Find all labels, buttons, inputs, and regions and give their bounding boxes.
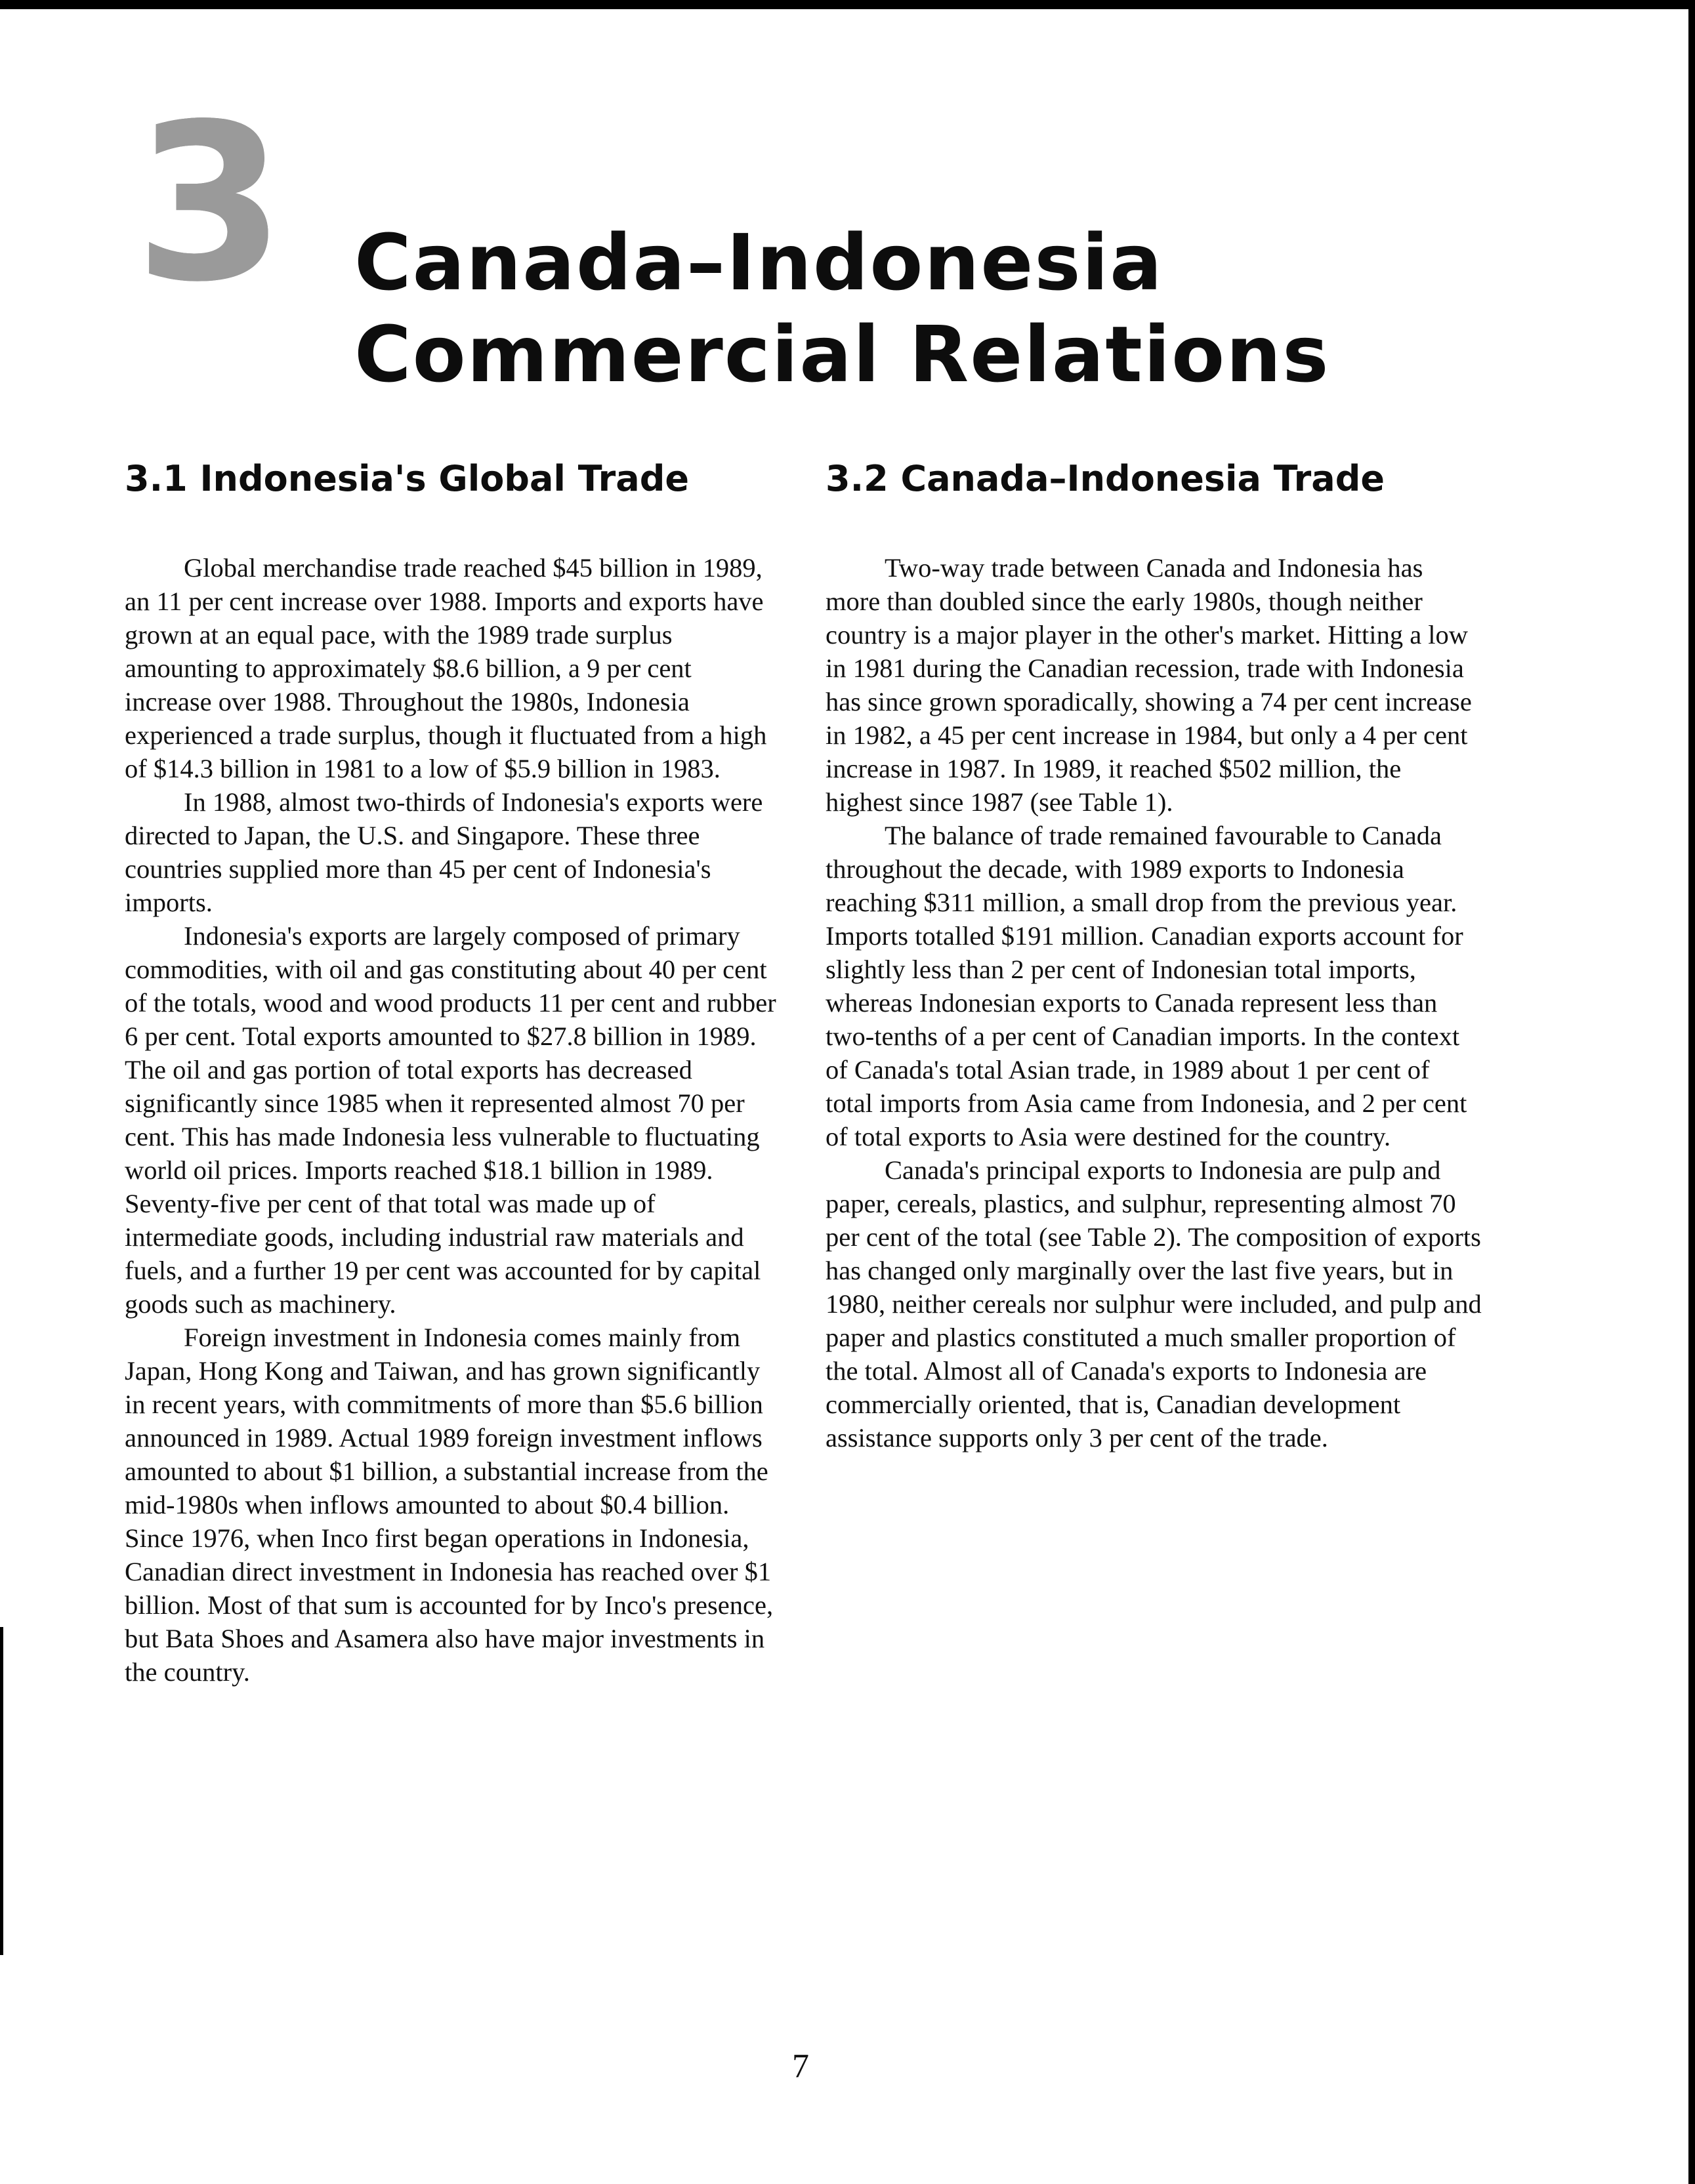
paragraph: Indonesia's exports are largely composed of primary commodities, with oil and gas constituting about 40 per cent of the totals, wood and wood products 11 per cent and rubber 6 per cent. Total exports amounted to $27.8 billion in 1989. The oil and gas portion of total exports has decreased significantly since 1985 when it represented almost 70 per cent. This has made Indonesia less vulnerable to fluctuating world oil prices. Imports reached $18.1 billion in 1989. Seventy-five per cent of that total was made up of intermediate goods, including industrial raw materials and fuels, and a further 19 per cent was accounted for by capital goods such as machinery.	[125, 921, 776, 1319]
chapter-title	[354, 216, 1601, 400]
scan-top-edge	[0, 0, 1695, 9]
section-heading: 3.1 Indonesia's Global Trade	[125, 458, 689, 499]
paragraph: Global merchandise trade reached $45 billion in 1989, an 11 per cent increase over 1988. Imports and exports have grown at an equal pace, with the 1989 trade surplus amounting to approximately $8.6 billion, a 9 per cent increase over 1988. Throughout the 1980s, Indonesia experienced a trade surplus, though it fluctuated from a high of $14.3 billion in 1981 to a low of $5.9 billion in 1983.	[125, 553, 767, 783]
section-global-trade	[125, 453, 781, 1689]
paragraph: Two-way trade between Canada and Indonesia has more than doubled since the early 1980s, though neither country is a major player in the other's market. Hitting a low in 1981 during the Canadian recession, trade with Indonesia has since grown sporadically, showing a 74 per cent increase in 1982, a 45 per cent increase in 1984, but only a 4 per cent increase in 1987. In 1989, it reached $502 million, the highest since 1987 (see Table 1).	[826, 553, 1472, 817]
paragraph: The balance of trade remained favourable to Canada throughout the decade, with 1989 exports to Indonesia reaching $311 million, a small drop from the previous year. Imports totalled $191 million. Canadian exports account for slightly less than 2 per cent of Indonesian total imports, whereas Indonesian exports to Canada represent less than two-tenths of a per cent of Canadian imports. In the context of Canada's total Asian trade, in 1989 about 1 per cent of total imports from Asia came from Indonesia, and 2 per cent of total exports to Asia were destined for the country.	[826, 821, 1467, 1151]
section-canada-indonesia-trade	[826, 453, 1482, 1454]
chapter-number: 3	[131, 118, 289, 289]
section-heading: 3.2 Canada–Indonesia Trade	[826, 458, 1385, 499]
paragraph: In 1988, almost two-thirds of Indonesia's exports were directed to Japan, the U.S. and Singapore. These three countries supplied more than 45 per cent of Indonesia's imports.	[125, 787, 763, 917]
paragraph: Foreign investment in Indonesia comes mainly from Japan, Hong Kong and Taiwan, and has grown significantly in recent years, with commitments of more than $5.6 billion announced in 1989. Actual 1989 foreign investment inflows amounted to about $1 billion, a substantial increase from the mid-1980s when inflows amounted to about $0.4 billion. Since 1976, when Inco first began operations in Indonesia, Canadian direct investment in Indonesia has reached over $1 billion. Most of that sum is accounted for by Inco's presence, but Bata Shoes and Asamera also have major investments in the country.	[125, 1323, 774, 1687]
scan-left-edge	[0, 1627, 3, 1955]
paragraph: Canada's principal exports to Indonesia are pulp and paper, cereals, plastics, and sulphur, representing almost 70 per cent of the total (see Table 2). The composition of exports has changed only marginally over the last five years, but in 1980, neither cereals nor sulphur were included, and pulp and paper and plastics constituted a much smaller proportion of the total. Almost all of Canada's exports to Indonesia are commercially oriented, that is, Canadian development assistance supports only 3 per cent of the trade.	[826, 1155, 1482, 1453]
chapter-title-line-1: Canada–Indonesia	[354, 217, 1163, 308]
chapter-title-line-2: Commercial Relations	[354, 309, 1330, 400]
page-number: 7	[792, 2048, 809, 2085]
scan-right-edge	[1688, 0, 1695, 2184]
